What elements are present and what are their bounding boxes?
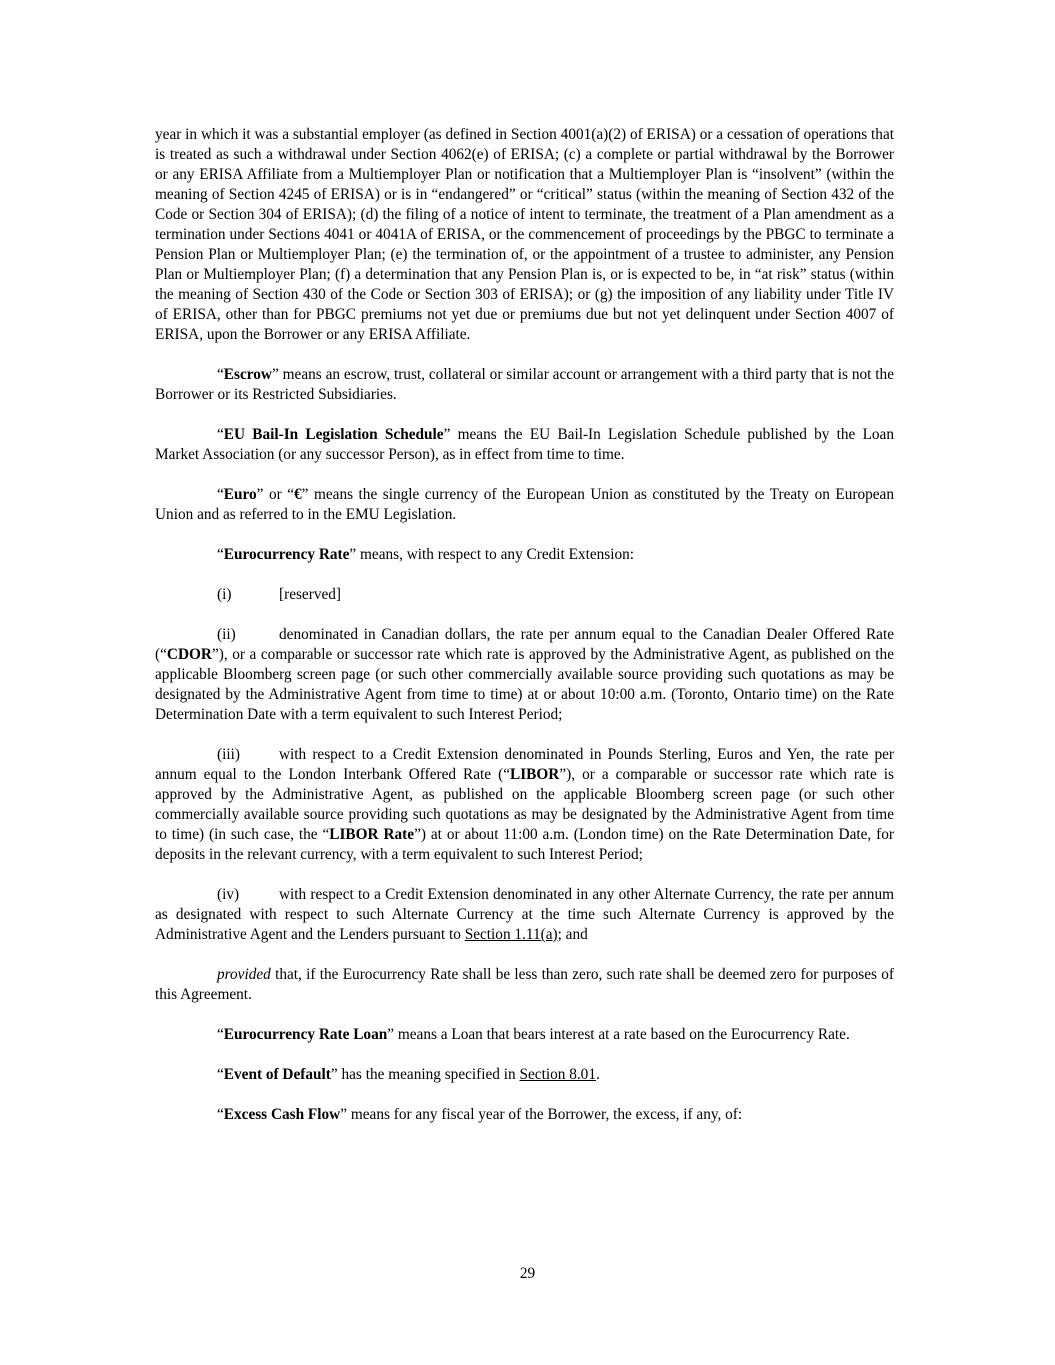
- connector-text: ” or “: [256, 486, 295, 503]
- defined-term: CDOR: [166, 646, 212, 663]
- definition-excess-cash-flow: [155, 1105, 894, 1125]
- clause-text: ”), or a comparable or successor rate which rate is approved by the Administrative Agent, as published on the applicable Bloomberg screen page (or such other commercially available source providing such quotations as may be designated by the Administrative Agent from time to time) (in such case, the “: [155, 766, 895, 843]
- defined-term: Eurocurrency Rate: [223, 546, 350, 563]
- open-quote: “: [217, 486, 224, 503]
- defined-term: Eurocurrency Rate Loan: [223, 1026, 388, 1043]
- definition-eurocurrency-rate-loan: [155, 1025, 894, 1045]
- proviso-paragraph: [155, 965, 894, 1005]
- proviso-keyword: provided: [217, 966, 271, 983]
- definition-text: ” means, with respect to any Credit Extension:: [349, 546, 635, 563]
- clause-text: ”) at or about 11:00 a.m. (London time) on the Rate Determination Date, for deposits in the relevant currency, with a term equivalent to such Interest Period;: [155, 826, 894, 863]
- clause-number: (iii): [217, 746, 240, 763]
- definition-text: ” means an escrow, trust, collateral or similar account or arrangement with a third party that is not the Borrower or its Restricted Subsidiaries.: [155, 366, 894, 403]
- clause-i: [155, 585, 894, 605]
- clause-number: (ii): [217, 626, 236, 643]
- clause-number: (iv): [217, 886, 240, 903]
- clause-text: denominated in Canadian dollars, the rate per annum equal to the Canadian Dealer Offered Rate (“: [155, 626, 894, 663]
- clause-text: with respect to a Credit Extension denominated in Pounds Sterling, Euros and Yen, the rate per annum equal to the London Interbank Offered Rate (“: [155, 746, 894, 783]
- section-reference-link[interactable]: Section 8.01: [519, 1066, 596, 1083]
- open-quote: “: [217, 366, 224, 383]
- clause-text: with respect to a Credit Extension denominated in any other Alternate Currency, the rate per annum as designated with respect to such Alternate Currency at the time such Alternate Currency is approved by the Administrative Agent and the Lenders pursuant to: [155, 886, 894, 943]
- clause-number: (i): [217, 586, 232, 603]
- open-quote: “: [217, 426, 224, 443]
- defined-term: EU Bail-In Legislation Schedule: [223, 426, 444, 443]
- clause-text: [reserved]: [279, 586, 341, 603]
- definition-text: ” means for any fiscal year of the Borrower, the excess, if any, of:: [340, 1106, 743, 1123]
- open-quote: “: [217, 1026, 224, 1043]
- defined-term: Euro: [223, 486, 257, 503]
- defined-term: LIBOR: [510, 766, 560, 783]
- clause-iii: [155, 745, 894, 865]
- definition-text: ” means the single currency of the European Union as constituted by the Treaty on European Union and as referred to in the EMU Legislation.: [155, 486, 894, 523]
- proviso-text: that, if the Eurocurrency Rate shall be less than zero, such rate shall be deemed zero for purposes of this Agreement.: [155, 966, 894, 1003]
- definition-event-of-default: [155, 1065, 894, 1085]
- clause-text: ”), or a comparable or successor rate which rate is approved by the Administrative Agent, as published on the applicable Bloomberg screen page (or such other commercially available source providing such quotations as may be designated by the Administrative Agent from time to time) at or about 10:00 a.m. (Toronto, Ontario time) on the Rate Determination Date with a term equivalent to such Interest Period;: [155, 646, 894, 723]
- paragraph-text: year in which it was a substantial employer (as defined in Section 4001(a)(2) of ERISA) or a cessation of operations that is treated as such a withdrawal under Section 4062(e) of ERISA; (c) a complete or partial withdrawal by the Borrower or any ERISA Affiliate from a Multiemployer Plan or notification that a Multiemployer Plan is “insolvent” (within the meaning of Section 4245 of ERISA) or is in “endangered” or “critical” status (within the meaning of Section 432 of the Code or Section 304 of ERISA); (d) the filing of a notice of intent to terminate, the treatment of a Plan amendment as a termination under Sections 4041 or 4041A of ERISA, or the commencement of proceedings by the PBGC to terminate a Pension Plan or Multiemployer Plan; (e) the termination of, or the appointment of a trustee to administer, any Pension Plan or Multiemployer Plan; (f) a determination that any Pension Plan is, or is expected to be, in “at risk” status (within the meaning of Section 430 of the Code or Section 303 of ERISA); or (g) the imposition of any liability under Title IV of ERISA, other than for PBGC premiums not yet due or premiums due but not yet delinquent under Section 4007 of ERISA, upon the Borrower or any ERISA Affiliate.: [155, 126, 894, 343]
- definition-text: ” has the meaning specified in: [330, 1066, 520, 1083]
- clause-text: ; and: [557, 926, 588, 943]
- clause-ii: [155, 625, 894, 725]
- page-number: 29: [519, 1265, 536, 1282]
- definition-euro: [155, 485, 894, 525]
- definition-text: ” means a Loan that bears interest at a rate based on the Eurocurrency Rate.: [387, 1026, 850, 1043]
- clause-iv: [155, 885, 894, 945]
- definition-escrow: [155, 365, 894, 405]
- page-body: [155, 125, 894, 1145]
- defined-term: Excess Cash Flow: [223, 1106, 341, 1123]
- continued-definition-paragraph: [155, 125, 894, 345]
- definition-eu-bail-in: [155, 425, 894, 465]
- open-quote: “: [217, 546, 224, 563]
- section-reference-link[interactable]: Section 1.11(a): [464, 926, 558, 943]
- definition-text: .: [595, 1066, 600, 1083]
- defined-term: Escrow: [223, 366, 272, 383]
- defined-term: LIBOR Rate: [329, 826, 415, 843]
- defined-term: Event of Default: [223, 1066, 331, 1083]
- open-quote: “: [217, 1106, 224, 1123]
- open-quote: “: [217, 1066, 224, 1083]
- definition-text: ” means the EU Bail-In Legislation Schedule published by the Loan Market Association (or any successor Person), as in effect from time to time.: [155, 426, 894, 463]
- euro-symbol: €: [294, 486, 302, 503]
- definition-eurocurrency-rate: [155, 545, 894, 565]
